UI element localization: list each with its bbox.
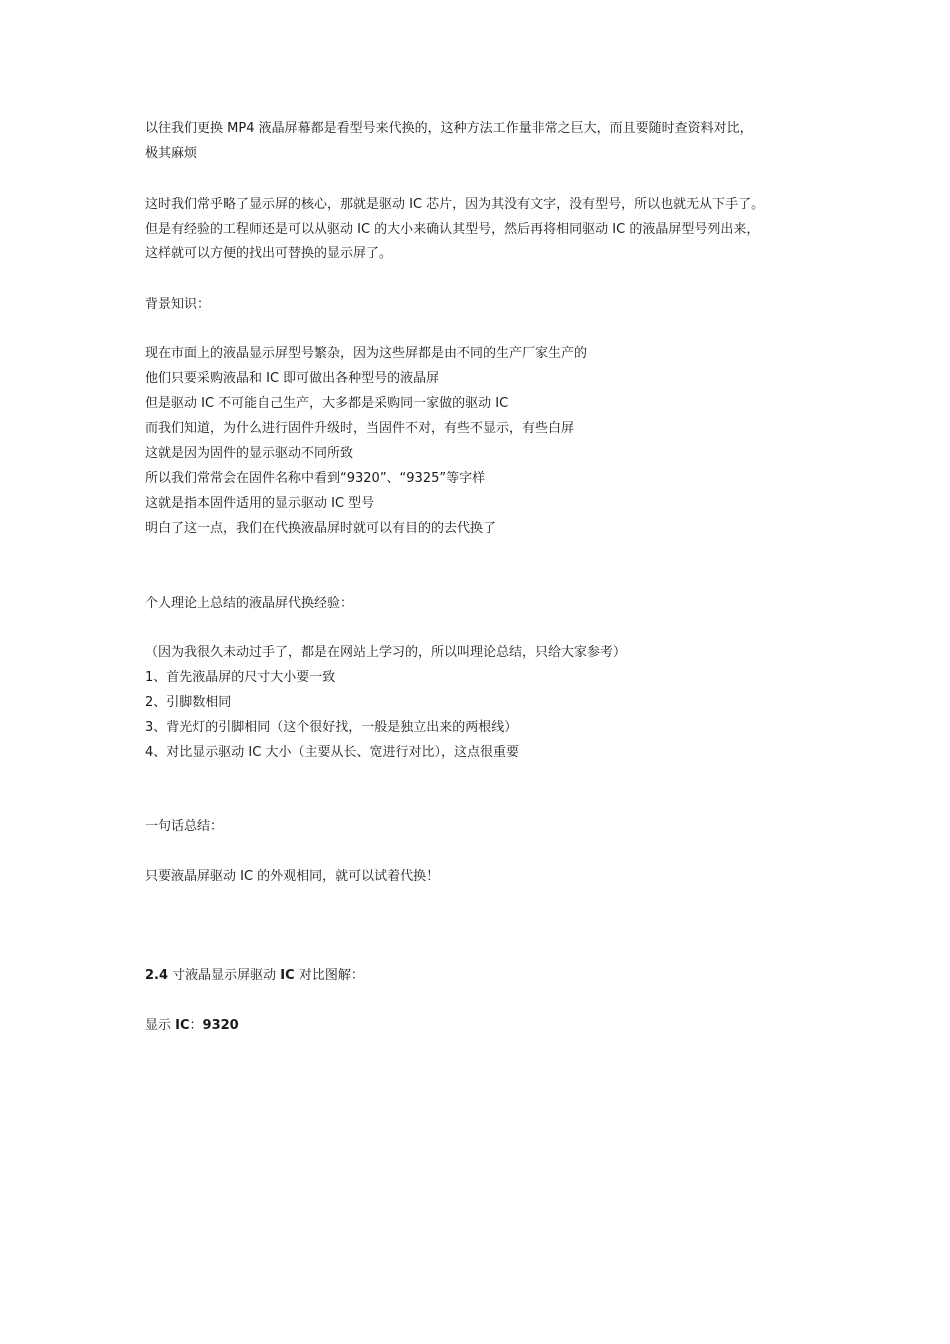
display-ic-label: 显示 (145, 1018, 176, 1033)
experience-item: 4、对比显示驱动 IC 大小（主要从长、宽进行对比），这点很重要 (145, 745, 519, 760)
display-ic-sep: ： (189, 1018, 203, 1033)
background-line: 现在市面上的液晶显示屏型号繁杂，因为这些屏都是由不同的生产厂家生产的 (145, 346, 588, 361)
experience-item: 2、引脚数相同 (145, 695, 232, 710)
background-heading: 背景知识： (145, 297, 211, 312)
intro-line-1: 以往我们更换 MP4 液晶屏幕都是看型号来代换的，这种方法工作量非常之巨大，而且要随时查资料对比， (145, 121, 753, 136)
summary-heading: 一句话总结： (145, 819, 224, 834)
background-line: 这就是指本固件适用的显示驱动 IC 型号 (145, 496, 375, 511)
core-line-1: 这时我们常乎略了显示屏的核心，那就是驱动 IC 芯片，因为其没有文字，没有型号，所以也就无从下手了。 (145, 197, 765, 212)
display-ic-line (145, 1017, 239, 1035)
experience-note: （因为我很久未动过手了，都是在网站上学习的，所以叫理论总结，只给大家参考） (145, 645, 627, 660)
background-line: 这就是因为固件的显示驱动不同所致 (145, 446, 354, 461)
core-line-3: 这样就可以方便的找出可替换的显示屏了。 (145, 246, 393, 261)
background-line: 明白了这一点，我们在代换液晶屏时就可以有目的的去代换了 (145, 521, 497, 536)
experience-heading: 个人理论上总结的液晶屏代换经验： (145, 596, 354, 611)
display-ic-ic: IC (175, 1018, 190, 1033)
background-line: 而我们知道，为什么进行固件升级时，当固件不对，有些不显示，有些白屏 (145, 421, 575, 436)
background-line: 所以我们常常会在固件名称中看到“9320”、“9325”等字样 (145, 471, 486, 486)
intro-line-2: 极其麻烦 (145, 146, 198, 161)
background-line: 他们只要采购液晶和 IC 即可做出各种型号的液晶屏 (145, 371, 440, 386)
diagram-heading-ic: IC (280, 968, 295, 983)
display-ic-model: 9320 (202, 1018, 239, 1033)
diagram-heading-size: 2.4 (145, 968, 169, 983)
summary-text: 只要液晶屏驱动 IC 的外观相同，就可以试着代换！ (145, 869, 440, 884)
experience-item: 3、背光灯的引脚相同（这个很好找，一般是独立出来的两根线） (145, 720, 518, 735)
core-line-2: 但是有经验的工程师还是可以从驱动 IC 的大小来确认其型号，然后再将相同驱动 IC 的液晶屏型号列出来， (145, 222, 760, 237)
diagram-heading (145, 967, 364, 985)
experience-item: 1、首先液晶屏的尺寸大小要一致 (145, 670, 336, 685)
diagram-heading-mid: 寸液晶显示屏驱动 (168, 968, 281, 983)
background-line: 但是驱动 IC 不可能自己生产，大多都是采购同一家做的驱动 IC (145, 396, 509, 411)
diagram-heading-rest: 对比图解： (294, 968, 364, 983)
